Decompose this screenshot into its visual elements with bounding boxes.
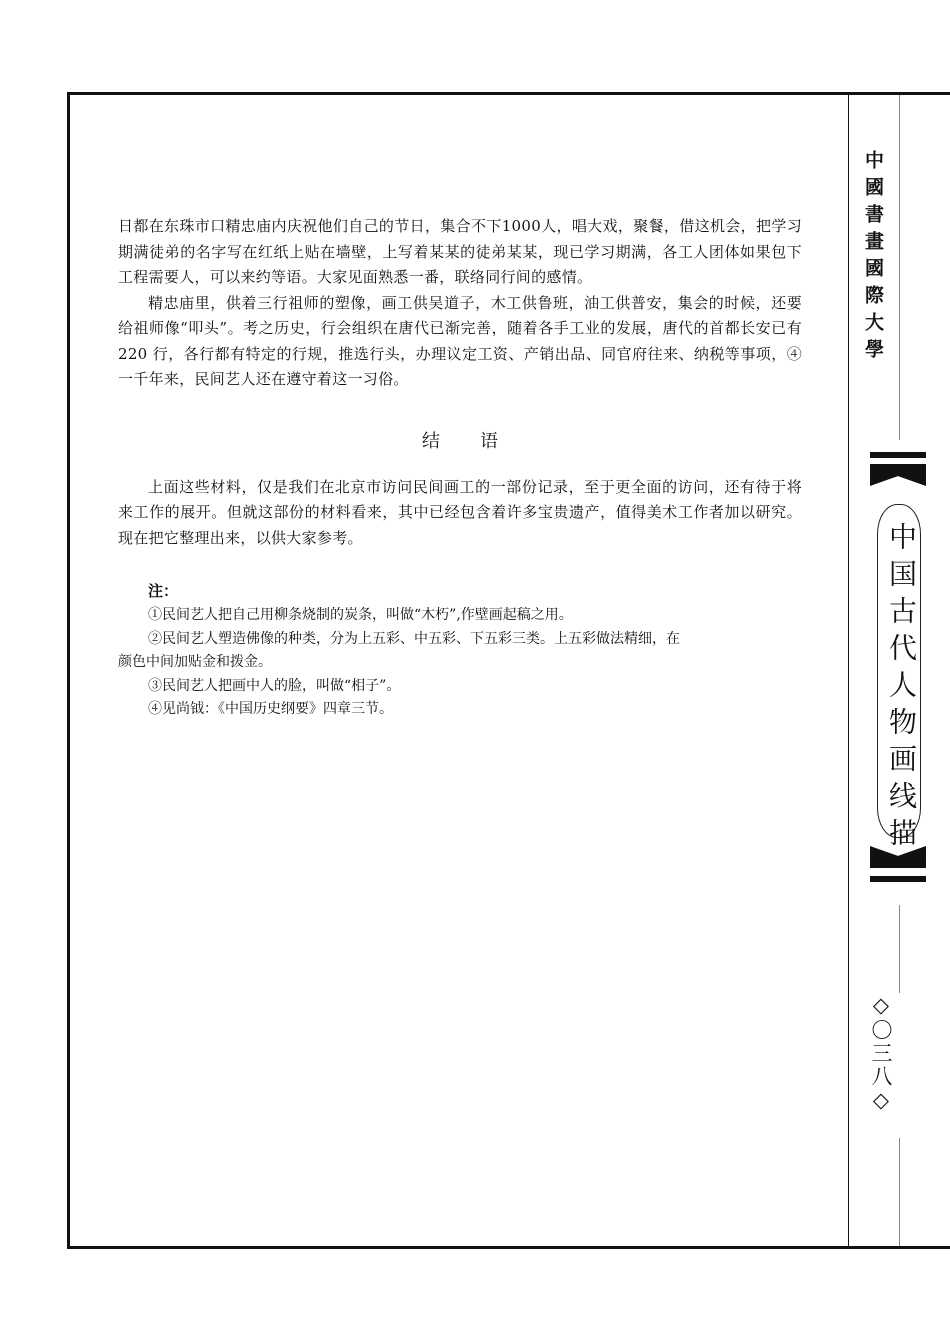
notes-section — [118, 579, 802, 722]
title-bar-bottom — [870, 876, 926, 882]
sidebar-rule-mid — [899, 905, 900, 993]
title-bar-top — [870, 452, 926, 458]
main-text — [118, 214, 802, 722]
conclusion-paragraph: 上面这些材料，仅是我们在北京市访问民间画工的一部份记录，至于更全面的访问，还有待于将来工作的展开。但就这部份的材料看来，其中已经包含着许多宝贵遗产，值得美术工作者加以研究。现在把它整理出来，以供大家参考。 — [118, 477, 802, 547]
note-2-continued: 颜色中间加贴金和拨金。 — [118, 654, 272, 670]
note-4: ④见尚钺：《中国历史纲要》四章三节。 — [148, 701, 393, 717]
sidebar-rule-top — [899, 95, 900, 440]
school-name: 中國書畫國際大學 — [862, 150, 884, 366]
notes-title: 注： — [148, 582, 179, 600]
book-title: 中国古代人物画线描 — [885, 522, 918, 855]
book-title-block — [868, 452, 930, 884]
paragraph-2: 精忠庙里，供着三行祖师的塑像，画工供吴道子，木工供鲁班，油工供普安，集会的时候，还要给祖师像“叩头”。考之历史，行会组织在唐代已渐完善，随着各手工业的发展，唐代的首都长安已有220 行，各行都有特定的行规，推选行头，办理议定工资、产销出品、同官府往来、纳税等事项，④ 一千年来，民间艺人还在遵守着这一习俗。 — [118, 293, 802, 388]
note-2: ②民间艺人塑造佛像的种类，分为上五彩、中五彩、下五彩三类。上五彩做法精细，在 — [148, 630, 680, 647]
page-number: ◇〇三八◇ — [869, 993, 893, 1114]
note-3: ③民间艺人把画中人的脸，叫做“相子”。 — [148, 677, 401, 694]
section-title: 结语 — [422, 430, 538, 452]
margin-divider — [848, 95, 849, 1246]
title-bar-top-ornament — [870, 464, 926, 486]
note-1: ①民间艺人把自己用柳条烧制的炭条，叫做“木朽”,作壁画起稿之用。 — [148, 607, 573, 623]
paragraph-1: 日都在东珠市口精忠庙内庆祝他们自己的节日，集合不下1000人，唱大戏，聚餐，借这机会，把学习期满徒弟的名字写在红纸上贴在墙壁，上写着某某的徒弟某某，现已学习期满，各工人团体如果包下工程需要人，可以来约等语。大家见面熟悉一番，联络同行间的感情。 — [118, 217, 802, 286]
sidebar-rule-bottom — [899, 1138, 900, 1246]
